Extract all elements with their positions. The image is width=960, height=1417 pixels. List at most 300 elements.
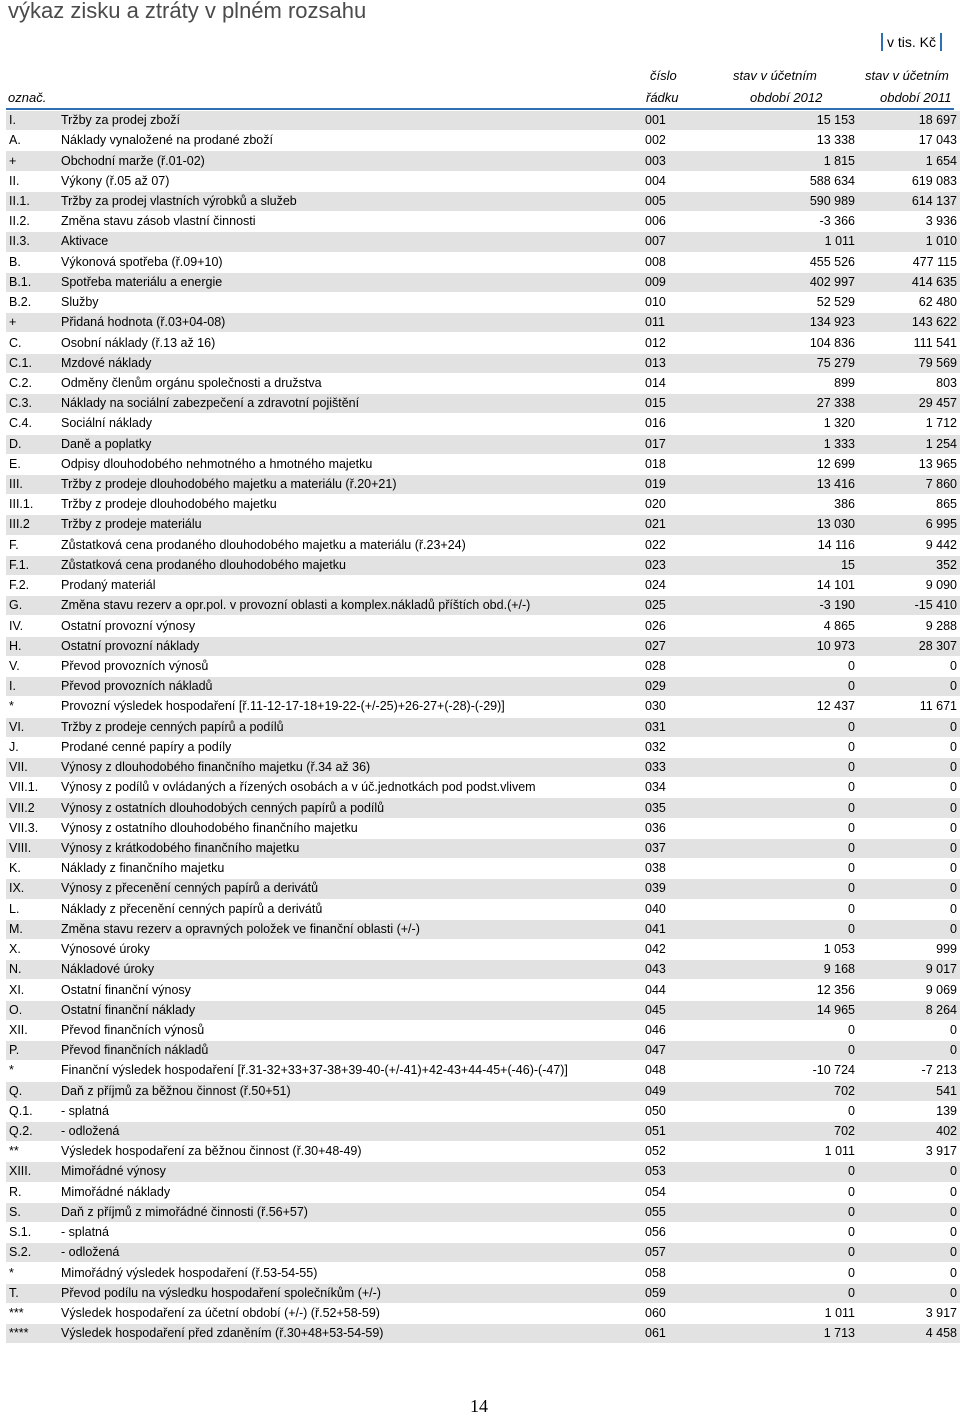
row-value-2011: 1 254	[855, 434, 960, 454]
row-text: Provozní výsledek hospodaření [ř.11-12-17-18+19-22-(+/-25)+26-27+(-28)-(-29)]	[61, 697, 645, 717]
row-designation: Q.1.	[6, 1101, 61, 1121]
row-value-2012: 104 836	[745, 333, 855, 353]
row-value-2011: 0	[855, 737, 960, 757]
row-designation: *	[6, 697, 61, 717]
row-number: 036	[645, 818, 745, 838]
row-value-2011: 11 671	[855, 697, 960, 717]
row-text: Daně a poplatky	[61, 434, 645, 454]
table-row	[6, 333, 960, 353]
row-designation: VII.	[6, 758, 61, 778]
table-row	[6, 656, 960, 676]
row-text: Výkony (ř.05 až 07)	[61, 171, 645, 191]
row-text: Tržby z prodeje dlouhodobého majetku	[61, 495, 645, 515]
row-text: Výnosy z dlouhodobého finančního majetku (ř.34 až 36)	[61, 758, 645, 778]
row-designation: C.3.	[6, 394, 61, 414]
row-designation: II.3.	[6, 232, 61, 252]
row-number: 042	[645, 939, 745, 959]
table-row	[6, 818, 960, 838]
row-text: Náklady vynaložené na prodané zboží	[61, 131, 645, 151]
row-designation: II.1.	[6, 191, 61, 211]
row-value-2012: 0	[745, 1020, 855, 1040]
row-value-2012: 0	[745, 1223, 855, 1243]
row-value-2011: 0	[855, 1283, 960, 1303]
row-value-2012: 12 356	[745, 980, 855, 1000]
row-number: 056	[645, 1223, 745, 1243]
row-text: Změna stavu rezerv a opr.pol. v provozní oblasti a komplex.nákladů příštích obd.(+/-)	[61, 596, 645, 616]
table-row	[6, 1121, 960, 1141]
row-value-2011: 4 458	[855, 1324, 960, 1344]
table-row	[6, 535, 960, 555]
row-text: Prodaný materiál	[61, 576, 645, 596]
row-value-2012: 0	[745, 758, 855, 778]
row-number: 008	[645, 252, 745, 272]
row-value-2012: 10 973	[745, 636, 855, 656]
row-number: 023	[645, 555, 745, 575]
row-number: 027	[645, 636, 745, 656]
row-designation: F.2.	[6, 576, 61, 596]
row-designation: **	[6, 1142, 61, 1162]
row-number: 059	[645, 1283, 745, 1303]
row-number: 010	[645, 292, 745, 312]
row-text: Výnosy z ostatních dlouhodobých cenných papírů a podílů	[61, 798, 645, 818]
row-designation: XI.	[6, 980, 61, 1000]
row-text: Osobní náklady (ř.13 až 16)	[61, 333, 645, 353]
row-designation: C.2.	[6, 373, 61, 393]
row-number: 017	[645, 434, 745, 454]
row-value-2011: 402	[855, 1121, 960, 1141]
table-row	[6, 697, 960, 717]
row-designation: C.1.	[6, 353, 61, 373]
row-number: 005	[645, 191, 745, 211]
row-number: 003	[645, 151, 745, 171]
table-row	[6, 555, 960, 575]
row-designation: C.4.	[6, 414, 61, 434]
row-value-2011: 13 965	[855, 454, 960, 474]
table-row	[6, 576, 960, 596]
row-text: - splatná	[61, 1101, 645, 1121]
row-designation: G.	[6, 596, 61, 616]
table-row	[6, 474, 960, 494]
row-designation: E.	[6, 454, 61, 474]
row-value-2012: 75 279	[745, 353, 855, 373]
row-number: 030	[645, 697, 745, 717]
table-row	[6, 1263, 960, 1283]
row-designation: O.	[6, 1000, 61, 1020]
row-value-2011: 3 917	[855, 1303, 960, 1323]
row-number: 009	[645, 272, 745, 292]
row-value-2011: 3 936	[855, 212, 960, 232]
table-row	[6, 616, 960, 636]
row-value-2011: 143 622	[855, 313, 960, 333]
table-row	[6, 1324, 960, 1344]
row-text: Služby	[61, 292, 645, 312]
row-designation: S.1.	[6, 1223, 61, 1243]
row-value-2012: 134 923	[745, 313, 855, 333]
row-value-2012: 15	[745, 555, 855, 575]
row-number: 033	[645, 758, 745, 778]
row-designation: A.	[6, 131, 61, 151]
row-designation: IX.	[6, 879, 61, 899]
table-row	[6, 1101, 960, 1121]
row-value-2011: 0	[855, 778, 960, 798]
table-row	[6, 394, 960, 414]
row-designation: VII.1.	[6, 778, 61, 798]
row-value-2012: 1 713	[745, 1324, 855, 1344]
table-row	[6, 232, 960, 252]
row-value-2012: 0	[745, 1182, 855, 1202]
row-text: Odměny členům orgánu společnosti a družstva	[61, 373, 645, 393]
row-text: Přidaná hodnota (ř.03+04-08)	[61, 313, 645, 333]
table-row	[6, 373, 960, 393]
row-value-2012: 0	[745, 859, 855, 879]
row-value-2011: 1 712	[855, 414, 960, 434]
row-value-2012: 27 338	[745, 394, 855, 414]
row-text: Tržby za prodej vlastních výrobků a služeb	[61, 191, 645, 211]
row-number: 012	[645, 333, 745, 353]
row-value-2012: 12 437	[745, 697, 855, 717]
row-value-2011: 541	[855, 1081, 960, 1101]
row-designation: F.	[6, 535, 61, 555]
table-row	[6, 919, 960, 939]
table-row	[6, 171, 960, 191]
row-text: Převod finančních nákladů	[61, 1041, 645, 1061]
row-designation: S.2.	[6, 1243, 61, 1263]
row-value-2012: 588 634	[745, 171, 855, 191]
row-designation: J.	[6, 737, 61, 757]
row-value-2011: 9 017	[855, 960, 960, 980]
row-number: 038	[645, 859, 745, 879]
row-value-2012: 0	[745, 919, 855, 939]
row-number: 020	[645, 495, 745, 515]
row-value-2012: 14 116	[745, 535, 855, 555]
row-text: Ostatní provozní výnosy	[61, 616, 645, 636]
row-designation: *	[6, 1061, 61, 1081]
row-value-2012: 13 416	[745, 474, 855, 494]
row-number: 057	[645, 1243, 745, 1263]
row-number: 040	[645, 899, 745, 919]
row-value-2012: 1 333	[745, 434, 855, 454]
row-value-2012: 13 338	[745, 131, 855, 151]
table-row	[6, 596, 960, 616]
row-designation: R.	[6, 1182, 61, 1202]
row-value-2011: 0	[855, 1041, 960, 1061]
row-text: Zůstatková cena prodaného dlouhodobého majetku	[61, 555, 645, 575]
table-row	[6, 899, 960, 919]
row-value-2012: 0	[745, 798, 855, 818]
row-designation: H.	[6, 636, 61, 656]
row-value-2011: 0	[855, 818, 960, 838]
row-text: Ostatní finanční náklady	[61, 1000, 645, 1020]
header-stav2-bottom: období 2011	[880, 90, 952, 105]
row-value-2011: 0	[855, 798, 960, 818]
table-row	[6, 191, 960, 211]
row-number: 019	[645, 474, 745, 494]
row-designation: V.	[6, 656, 61, 676]
row-value-2012: 0	[745, 717, 855, 737]
row-number: 001	[645, 111, 745, 131]
row-designation: +	[6, 151, 61, 171]
row-value-2011: 9 090	[855, 576, 960, 596]
row-value-2011: 414 635	[855, 272, 960, 292]
table-row	[6, 414, 960, 434]
row-value-2012: 15 153	[745, 111, 855, 131]
row-value-2012: 0	[745, 1041, 855, 1061]
row-value-2012: 0	[745, 1162, 855, 1182]
row-number: 049	[645, 1081, 745, 1101]
row-designation: Q.	[6, 1081, 61, 1101]
row-designation: I.	[6, 677, 61, 697]
row-number: 048	[645, 1061, 745, 1081]
row-number: 051	[645, 1121, 745, 1141]
row-text: Mimořádný výsledek hospodaření (ř.53-54-55)	[61, 1263, 645, 1283]
row-number: 039	[645, 879, 745, 899]
table-row	[6, 859, 960, 879]
row-number: 024	[645, 576, 745, 596]
row-text: Výsledek hospodaření za běžnou činnost (ř.30+48-49)	[61, 1142, 645, 1162]
table-row	[6, 717, 960, 737]
row-text: Náklady z přecenění cenných papírů a derivátů	[61, 899, 645, 919]
row-value-2011: 803	[855, 373, 960, 393]
row-number: 032	[645, 737, 745, 757]
row-number: 006	[645, 212, 745, 232]
row-number: 050	[645, 1101, 745, 1121]
row-value-2011: 0	[855, 859, 960, 879]
row-value-2011: 0	[855, 1182, 960, 1202]
row-value-2012: 0	[745, 737, 855, 757]
row-number: 037	[645, 838, 745, 858]
row-text: - splatná	[61, 1223, 645, 1243]
row-text: - odložená	[61, 1121, 645, 1141]
row-value-2011: 1 010	[855, 232, 960, 252]
row-value-2012: 13 030	[745, 515, 855, 535]
row-text: Sociální náklady	[61, 414, 645, 434]
table-row	[6, 252, 960, 272]
row-designation: I.	[6, 111, 61, 131]
row-value-2012: 14 101	[745, 576, 855, 596]
row-text: Mimořádné výnosy	[61, 1162, 645, 1182]
row-designation: P.	[6, 1041, 61, 1061]
table-row	[6, 1202, 960, 1222]
row-text: Výkonová spotřeba (ř.09+10)	[61, 252, 645, 272]
table-row	[6, 495, 960, 515]
table-row	[6, 1041, 960, 1061]
row-text: Obchodní marže (ř.01-02)	[61, 151, 645, 171]
row-text: Náklady na sociální zabezpečení a zdravotní pojištění	[61, 394, 645, 414]
row-number: 004	[645, 171, 745, 191]
row-value-2012: 1 011	[745, 1303, 855, 1323]
row-text: Převod provozních výnosů	[61, 656, 645, 676]
row-value-2012: 0	[745, 899, 855, 919]
row-value-2011: 0	[855, 879, 960, 899]
row-number: 014	[645, 373, 745, 393]
table-row	[6, 454, 960, 474]
row-value-2011: 0	[855, 1162, 960, 1182]
row-value-2011: 0	[855, 1020, 960, 1040]
table-row	[6, 636, 960, 656]
row-value-2012: 702	[745, 1081, 855, 1101]
row-value-2012: 1 011	[745, 1142, 855, 1162]
row-value-2012: 0	[745, 656, 855, 676]
row-designation: II.2.	[6, 212, 61, 232]
table-row	[6, 798, 960, 818]
row-value-2011: -15 410	[855, 596, 960, 616]
table-row	[6, 980, 960, 1000]
row-text: Daň z příjmů za běžnou činnost (ř.50+51)	[61, 1081, 645, 1101]
row-text: Výnosové úroky	[61, 939, 645, 959]
table-row	[6, 515, 960, 535]
row-text: Změna stavu zásob vlastní činnosti	[61, 212, 645, 232]
row-value-2012: 702	[745, 1121, 855, 1141]
row-value-2012: 455 526	[745, 252, 855, 272]
row-text: Odpisy dlouhodobého nehmotného a hmotného majetku	[61, 454, 645, 474]
row-value-2012: 0	[745, 879, 855, 899]
statement-table	[6, 110, 960, 1343]
header-oznac: označ.	[8, 90, 47, 105]
row-designation: B.2.	[6, 292, 61, 312]
row-value-2011: -7 213	[855, 1061, 960, 1081]
row-value-2012: 402 997	[745, 272, 855, 292]
row-text: Výsledek hospodaření před zdaněním (ř.30+48+53-54-59)	[61, 1324, 645, 1344]
row-number: 015	[645, 394, 745, 414]
table-row	[6, 879, 960, 899]
row-value-2011: 62 480	[855, 292, 960, 312]
row-designation: D.	[6, 434, 61, 454]
row-text: Výnosy z krátkodobého finančního majetku	[61, 838, 645, 858]
row-text: Ostatní finanční výnosy	[61, 980, 645, 1000]
table-row	[6, 1081, 960, 1101]
row-value-2011: 3 917	[855, 1142, 960, 1162]
row-value-2012: 0	[745, 818, 855, 838]
row-number: 013	[645, 353, 745, 373]
row-text: Výnosy z přecenění cenných papírů a derivátů	[61, 879, 645, 899]
header-stav2-top: stav v účetním	[865, 68, 949, 83]
table-row	[6, 677, 960, 697]
row-value-2011: 999	[855, 939, 960, 959]
row-value-2011: 0	[855, 677, 960, 697]
unit-label: v tis. Kč	[881, 33, 942, 51]
table-row	[6, 111, 960, 131]
row-text: Výnosy z ostatního dlouhodobého finančního majetku	[61, 818, 645, 838]
row-text: Převod provozních nákladů	[61, 677, 645, 697]
row-number: 053	[645, 1162, 745, 1182]
row-value-2011: 0	[855, 1202, 960, 1222]
row-value-2011: 0	[855, 919, 960, 939]
row-value-2011: 9 442	[855, 535, 960, 555]
table-row	[6, 1142, 960, 1162]
row-designation: VII.3.	[6, 818, 61, 838]
row-value-2012: 4 865	[745, 616, 855, 636]
table-row	[6, 313, 960, 333]
table-row	[6, 1243, 960, 1263]
row-number: 021	[645, 515, 745, 535]
row-number: 002	[645, 131, 745, 151]
row-designation: K.	[6, 859, 61, 879]
row-text: Daň z příjmů z mimořádné činnosti (ř.56+57)	[61, 1202, 645, 1222]
row-text: Finanční výsledek hospodaření [ř.31-32+33+37-38+39-40-(+/-41)+42-43+44-45+(-46)-(-47)]	[61, 1061, 645, 1081]
row-text: Převod podílu na výsledku hospodaření společníkům (+/-)	[61, 1283, 645, 1303]
row-value-2012: -3 366	[745, 212, 855, 232]
row-text: Nákladové úroky	[61, 960, 645, 980]
row-value-2011: 0	[855, 899, 960, 919]
row-designation: ****	[6, 1324, 61, 1344]
row-value-2012: 0	[745, 1283, 855, 1303]
row-designation: *	[6, 1263, 61, 1283]
row-text: Zůstatková cena prodaného dlouhodobého majetku a materiálu (ř.23+24)	[61, 535, 645, 555]
row-designation: F.1.	[6, 555, 61, 575]
row-text: Tržby z prodeje cenných papírů a podílů	[61, 717, 645, 737]
row-designation: C.	[6, 333, 61, 353]
row-text: Tržby z prodeje materiálu	[61, 515, 645, 535]
row-number: 058	[645, 1263, 745, 1283]
table-row	[6, 1303, 960, 1323]
row-value-2011: 17 043	[855, 131, 960, 151]
row-designation: T.	[6, 1283, 61, 1303]
row-text: Výnosy z podílů v ovládaných a řízených osobách a v úč.jednotkách pod podst.vlivem	[61, 778, 645, 798]
row-text: Výsledek hospodaření za účetní období (+/-) (ř.52+58-59)	[61, 1303, 645, 1323]
row-value-2012: 0	[745, 1243, 855, 1263]
row-designation: II.	[6, 171, 61, 191]
table-row	[6, 292, 960, 312]
table-row	[6, 1283, 960, 1303]
row-value-2011: 139	[855, 1101, 960, 1121]
row-value-2012: 0	[745, 1101, 855, 1121]
row-number: 055	[645, 1202, 745, 1222]
row-value-2011: 111 541	[855, 333, 960, 353]
row-number: 011	[645, 313, 745, 333]
row-designation: ***	[6, 1303, 61, 1323]
row-designation: B.	[6, 252, 61, 272]
row-value-2012: -10 724	[745, 1061, 855, 1081]
row-value-2011: 0	[855, 1223, 960, 1243]
row-value-2011: 0	[855, 838, 960, 858]
row-value-2012: -3 190	[745, 596, 855, 616]
page-title: výkaz zisku a ztráty v plném rozsahu	[8, 0, 367, 23]
row-value-2011: 614 137	[855, 191, 960, 211]
table-row	[6, 434, 960, 454]
row-value-2011: 477 115	[855, 252, 960, 272]
row-value-2012: 0	[745, 677, 855, 697]
row-designation: Q.2.	[6, 1121, 61, 1141]
table-row	[6, 737, 960, 757]
table-row	[6, 1000, 960, 1020]
row-value-2012: 0	[745, 838, 855, 858]
row-value-2012: 0	[745, 778, 855, 798]
row-value-2012: 9 168	[745, 960, 855, 980]
row-number: 025	[645, 596, 745, 616]
row-designation: L.	[6, 899, 61, 919]
row-number: 026	[645, 616, 745, 636]
header-stav1-bottom: období 2012	[750, 90, 823, 105]
row-value-2011: 7 860	[855, 474, 960, 494]
row-value-2011: 352	[855, 555, 960, 575]
row-number: 031	[645, 717, 745, 737]
row-value-2011: 0	[855, 717, 960, 737]
row-designation: S.	[6, 1202, 61, 1222]
row-designation: M.	[6, 919, 61, 939]
row-number: 007	[645, 232, 745, 252]
row-designation: N.	[6, 960, 61, 980]
row-text: Mimořádné náklady	[61, 1182, 645, 1202]
table-row	[6, 1061, 960, 1081]
row-value-2012: 52 529	[745, 292, 855, 312]
row-value-2012: 1 053	[745, 939, 855, 959]
row-value-2011: 619 083	[855, 171, 960, 191]
table-row	[6, 353, 960, 373]
row-text: Náklady z finančního majetku	[61, 859, 645, 879]
row-text: Spotřeba materiálu a energie	[61, 272, 645, 292]
row-number: 043	[645, 960, 745, 980]
row-designation: III.	[6, 474, 61, 494]
